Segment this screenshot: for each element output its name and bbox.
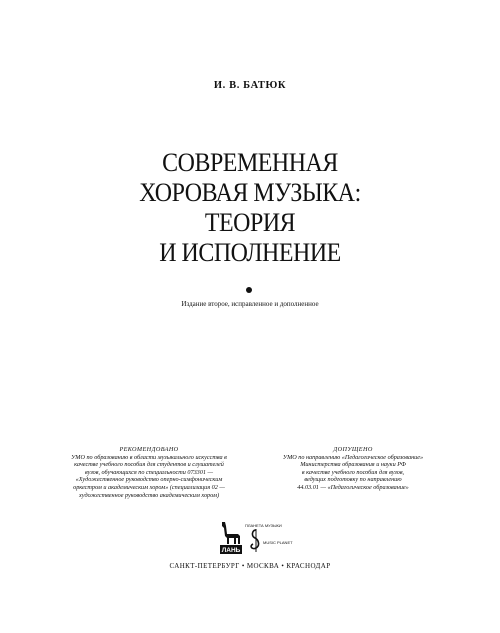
- approved-line: ведущих подготовку по направлению: [304, 476, 402, 484]
- recommended-line: оркестром и академическим хором» (специализация 02 —: [73, 483, 225, 491]
- publisher-cities: САНКТ-ПЕТЕРБУРГ • МОСКВА • КРАСНОДАР: [169, 562, 331, 570]
- logo-top-text: ПЛАНЕТА МУЗЫКИ: [245, 523, 282, 528]
- recommended-line: качестве учебного пособия для студентов и слушателей: [74, 461, 224, 469]
- recommended-heading: РЕКОМЕНДОВАНО: [119, 446, 179, 453]
- author-name: И. В. БАТЮК: [213, 80, 287, 91]
- approved-line: УМО по направлению «Педагогическое образование»: [282, 453, 424, 461]
- approved-heading: ДОПУЩЕНО: [333, 446, 373, 453]
- approved-line: 44.03.01 — «Педагогическое образование»: [297, 483, 409, 491]
- approved-block: [254, 446, 452, 492]
- approved-line: в качестве учебного пособия для вузов,: [301, 468, 405, 476]
- title-line-3: ТЕОРИЯ: [204, 208, 296, 237]
- recommended-line: УМО по образованию в области музыкального искусства в: [71, 453, 227, 461]
- recommended-block: [44, 446, 254, 499]
- recommended-line: «Художественное руководство оперно-симфоническим: [75, 476, 223, 484]
- recommended-line: вузов, обучающихся по специальности 073301 —: [84, 468, 214, 476]
- logo-side-text: MUSIC PLANET: [263, 540, 293, 545]
- publisher-logo: [218, 520, 293, 556]
- edition-note: Издание второе, исправленное и дополненное: [181, 300, 319, 308]
- book-title: [0, 148, 500, 268]
- title-line-4: И ИСПОЛНЕНИЕ: [159, 238, 341, 267]
- recommended-line: художественное руководство академическим хором): [78, 491, 220, 499]
- approved-line: Министерства образования и науки РФ: [300, 461, 406, 469]
- treble-clef-icon: [251, 529, 258, 552]
- logo-brand: ЛАНЬ: [221, 547, 241, 554]
- llama-icon: [222, 522, 240, 544]
- title-line-1: СОВРЕМЕННАЯ: [162, 148, 338, 177]
- bullet-dot: [246, 287, 252, 293]
- title-line-2: ХОРОВАЯ МУЗЫКА:: [139, 178, 361, 207]
